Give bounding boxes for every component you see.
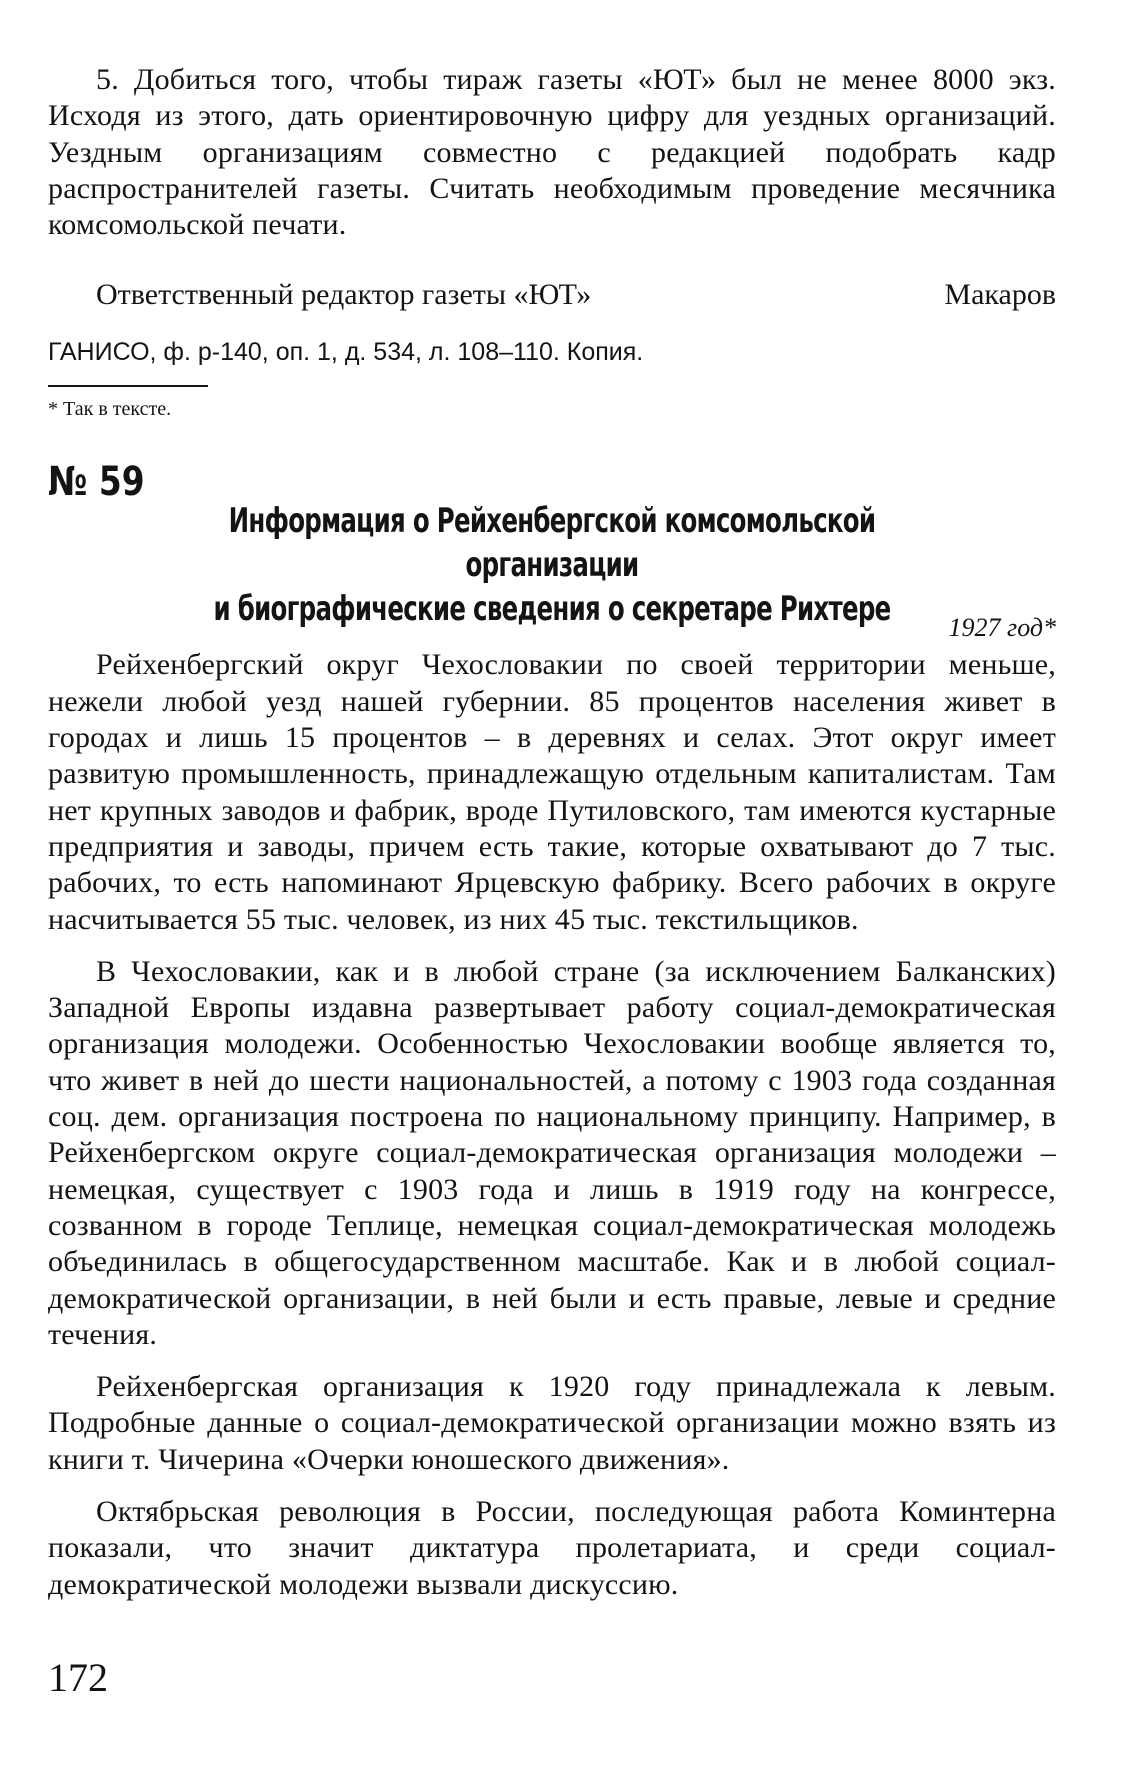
page-number: 172: [48, 1655, 108, 1700]
archive-source: ГАНИСО, ф. р-140, оп. 1, д. 534, л. 108–110. Копия.: [48, 338, 644, 367]
document-number: № 59: [48, 459, 145, 506]
signature-name: Макаров: [944, 278, 1056, 312]
footnote: * Так в тексте.: [48, 398, 172, 421]
body-paragraph: Рейхенбергский округ Чехословакии по своей территории меньше, нежели любой уезд нашей губернии. 85 процентов населения живет в городах и лишь 15 процентов – в деревнях и селах. Этот округ имеет развитую промышленность, принадлежащую отдельным капиталистам. Там нет крупных заводов и фабрик, вроде Путиловского, там имеются кустарные предприятия и заводы, причем есть такие, которые охватывают до 7 тыс. рабочих, то есть напоминают Ярцевскую фабрику. Всего рабочих в округе насчитывается 55 тыс. человек, из них 45 тыс. текстильщиков.: [48, 648, 1056, 936]
signature-role: Ответственный редактор газеты «ЮТ»: [96, 278, 592, 312]
body-paragraph: Октябрьская революция в России, последующая работа Коминтерна показали, что значит диктатура пролетариата, и среди социал-демократической молодежи вызвали дискуссию.: [48, 1495, 1056, 1601]
document-date: 1927 год*: [948, 613, 1056, 643]
body-paragraph: В Чехословакии, как и в любой стране (за исключением Балканских) Западной Европы издавна развертывает работу социал-демократическая организация молодежи. Особенностью Чехословакии вообще является то, что живет в ней до шести национальностей, а потому с 1903 года созданная соц. дем. организация построена по национальному принципу. Например, в Рейхенбергском округе социал-демократическая организация молодежи – немецкая, существует с 1903 года и лишь в 1919 году на конгрессе, созванном в городе Теплице, немецкая социал-демократическая молодежь объединилась в общегосударственном масштабе. Как и в любой социал-демократической организации, в ней были и есть правые, левые и средние течения.: [48, 954, 1056, 1351]
signature-line: [96, 277, 1056, 313]
document-title: [48, 499, 1056, 631]
intro-paragraph: 5. Добиться того, чтобы тираж газеты «ЮТ» был не менее 8000 экз. Исходя из этого, дать ориентировочную цифру для уездных организаций. Уездным организациям совместно с редакцией подобрать кадр распространителей газеты. Считать необходимым проведение месячника комсомольской печати.: [48, 63, 1056, 242]
footnote-divider: [48, 385, 208, 387]
body-paragraph: Рейхенбергская организация к 1920 году принадлежала к левым. Подробные данные о социал-демократической организации можно взять из книги т. Чичерина «Очерки юношеского движения».: [48, 1370, 1056, 1476]
document-title-line-2: и биографические сведения о секретаре Рихтере: [213, 589, 891, 630]
document-title-line-1: Информация о Рейхенбергской комсомольской организации: [228, 501, 876, 586]
